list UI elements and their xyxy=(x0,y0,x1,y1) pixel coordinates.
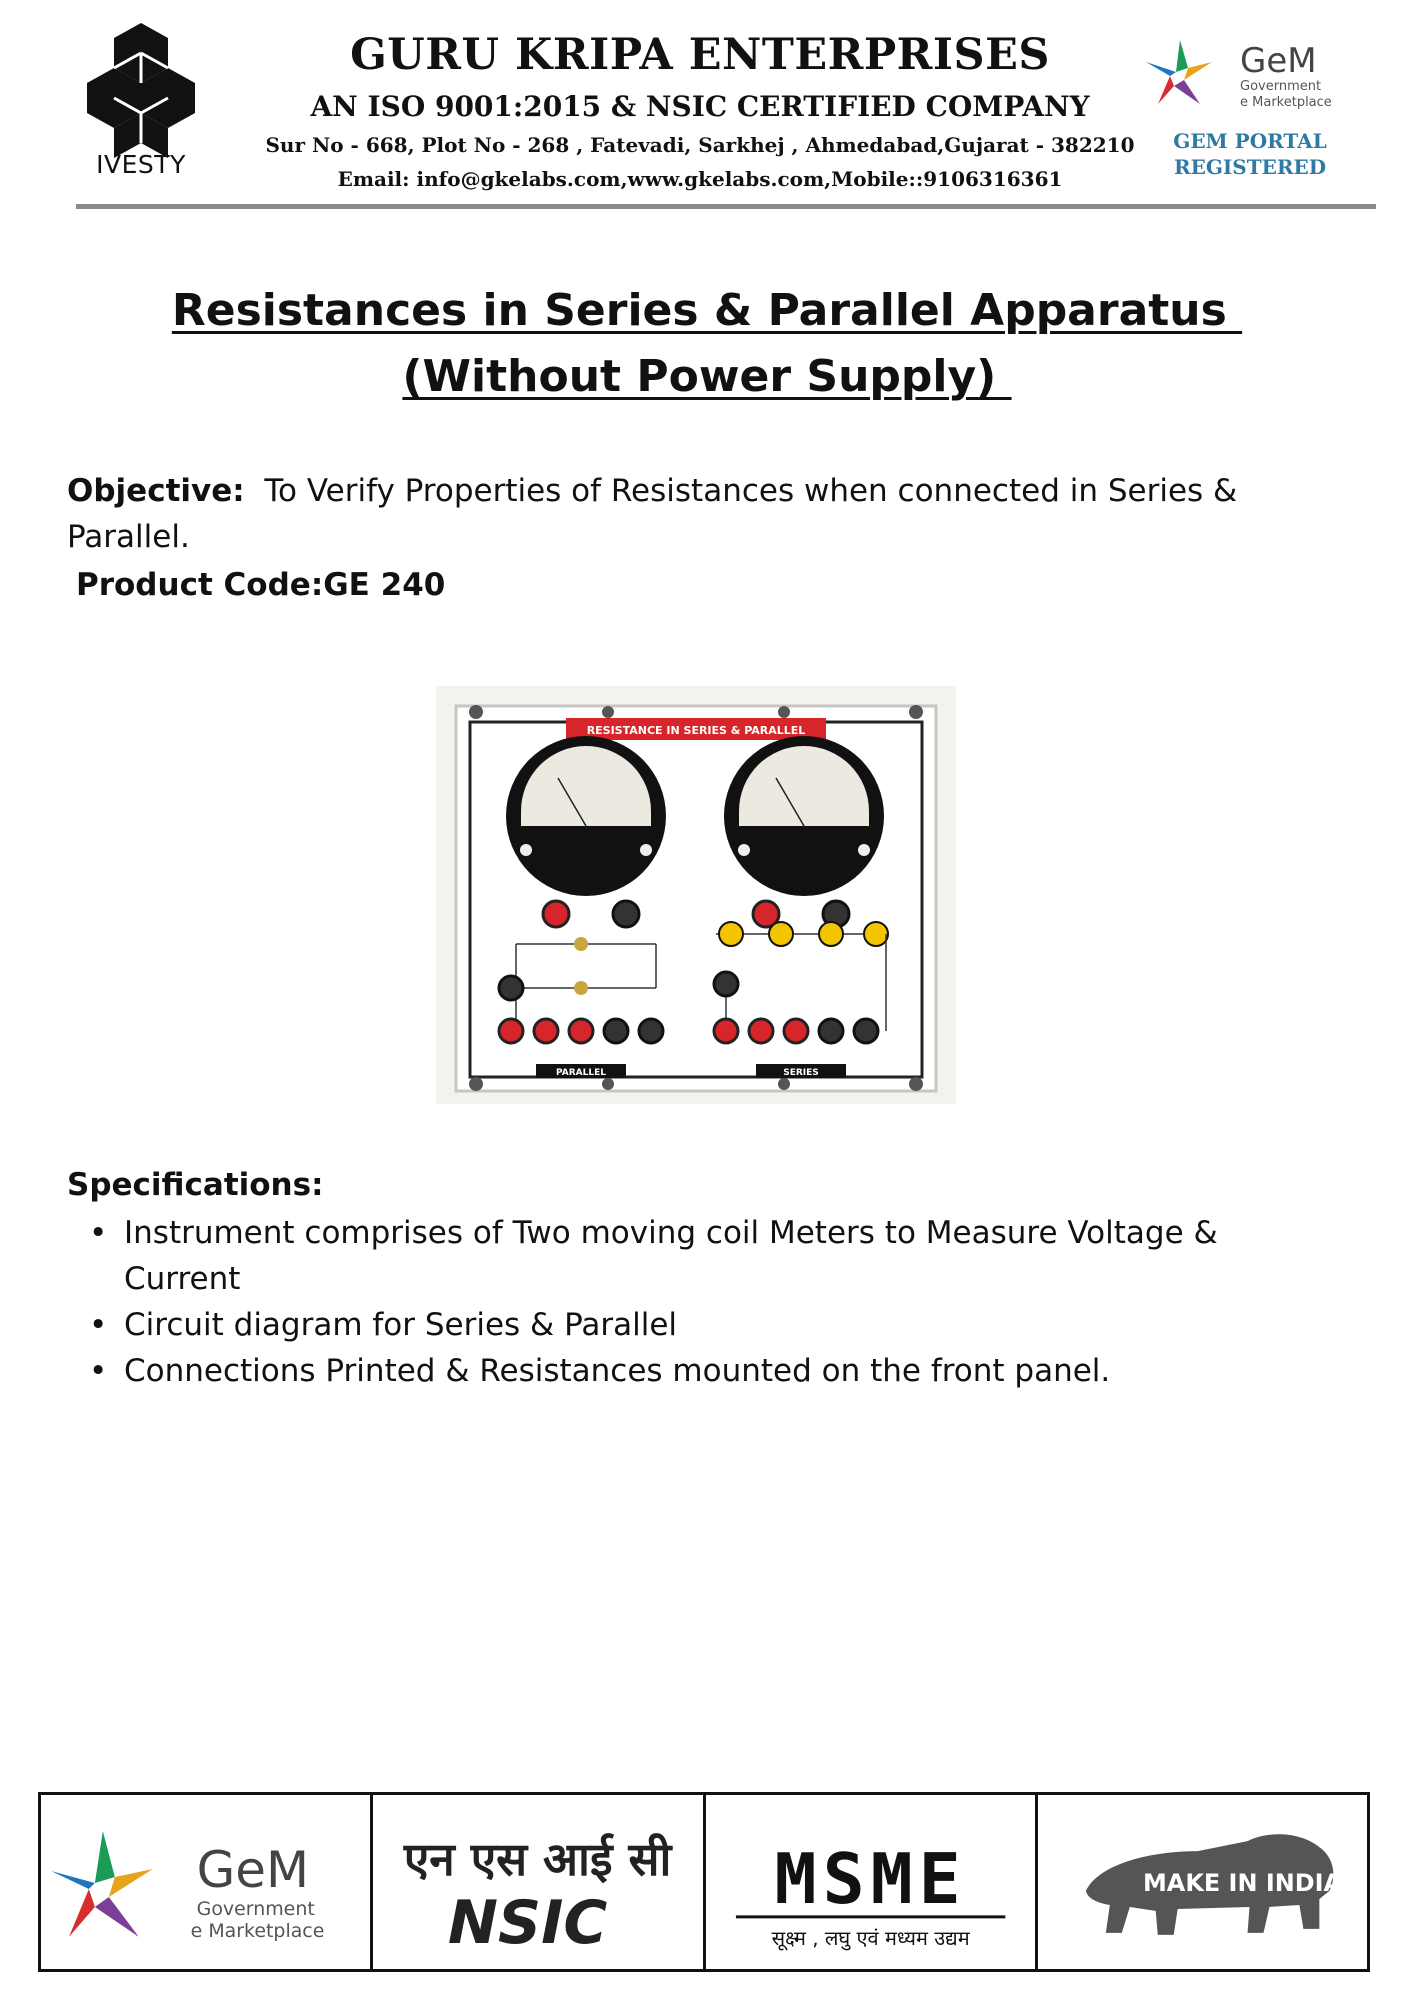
objective-text: To Verify Properties of Resistances when connected in Series & Parallel. xyxy=(67,473,1238,555)
company-address: Sur No - 668, Plot No - 268 , Fatevadi, Sarkhej , Ahmedabad,Gujarat - 382210 xyxy=(265,133,1135,157)
company-block xyxy=(240,30,1160,191)
objective-label: Objective: xyxy=(67,473,245,509)
svg-text:NSIC: NSIC xyxy=(448,1887,608,1958)
svg-text:GeM: GeM xyxy=(1240,41,1317,81)
msme-logo-icon xyxy=(706,1795,1035,1969)
company-name: GURU KRIPA ENTERPRISES xyxy=(350,30,1050,80)
svg-text:GeM: GeM xyxy=(196,1840,310,1899)
bullet-icon: • xyxy=(89,1353,108,1389)
product-title-line2: (Without Power Supply) xyxy=(402,351,1012,402)
gem-logo-icon xyxy=(41,1795,370,1969)
product-title-line1: Resistances in Series & Parallel Apparatus xyxy=(171,285,1243,336)
company-contact: Email: info@gkelabs.com,www.gkelabs.com,Mobile::9106316361 xyxy=(337,167,1063,191)
objective xyxy=(67,468,1307,560)
svg-text:RESISTANCE IN SERIES & PARALLE: RESISTANCE IN SERIES & PARALLEL xyxy=(586,724,806,737)
svg-text:PARALLEL: PARALLEL xyxy=(556,1068,606,1078)
svg-text:e Marketplace: e Marketplace xyxy=(1240,95,1332,110)
footer-make-in-india-cell xyxy=(1038,1795,1367,1969)
make-in-india-lion-icon xyxy=(1038,1795,1367,1969)
footer-logo-strip xyxy=(38,1792,1370,1972)
bullet-icon: • xyxy=(89,1215,108,1251)
gem-portal-registered: GEM PORTAL REGISTERED xyxy=(1173,129,1327,179)
spec-item: • Instrument comprises of Two moving coil Meters to Measure Voltage & Current xyxy=(67,1210,1307,1302)
specifications-list xyxy=(67,1210,1307,1394)
svg-text:Government: Government xyxy=(1240,79,1322,94)
svg-text:सूक्ष्म , लघु एवं मध्यम उद्यम: सूक्ष्म , लघु एवं मध्यम उद्यम xyxy=(771,1925,970,1950)
footer-gem-cell xyxy=(41,1795,373,1969)
gem-logo-icon xyxy=(1140,32,1340,122)
svg-text:एन एस आई सी: एन एस आई सी xyxy=(404,1832,672,1887)
svg-text:MSME: MSME xyxy=(774,1838,967,1920)
svg-text:Government: Government xyxy=(196,1897,315,1920)
footer-msme-cell xyxy=(706,1795,1038,1969)
bullet-icon: • xyxy=(89,1307,108,1343)
footer-nsic-cell xyxy=(373,1795,705,1969)
product-title xyxy=(0,278,1414,410)
spec-item: • Circuit diagram for Series & Parallel xyxy=(67,1302,1307,1348)
svg-text:e Marketplace: e Marketplace xyxy=(190,1919,325,1942)
svg-text:MAKE IN INDIA: MAKE IN INDIA xyxy=(1142,1868,1342,1897)
specifications-title: Specifications: xyxy=(67,1167,324,1203)
spec-item: • Connections Printed & Resistances mounted on the front panel. xyxy=(67,1348,1307,1394)
apparatus-photo xyxy=(436,686,956,1104)
svg-text:SERIES: SERIES xyxy=(783,1068,819,1078)
certification-line: AN ISO 9001:2015 & NSIC CERTIFIED COMPANY xyxy=(310,90,1090,123)
letterhead xyxy=(0,0,1414,215)
product-code: Product Code:GE 240 xyxy=(76,567,446,603)
nsic-logo-icon xyxy=(373,1795,702,1969)
header-divider xyxy=(76,204,1376,209)
ivesty-logo-text: IVESTY xyxy=(96,150,186,179)
